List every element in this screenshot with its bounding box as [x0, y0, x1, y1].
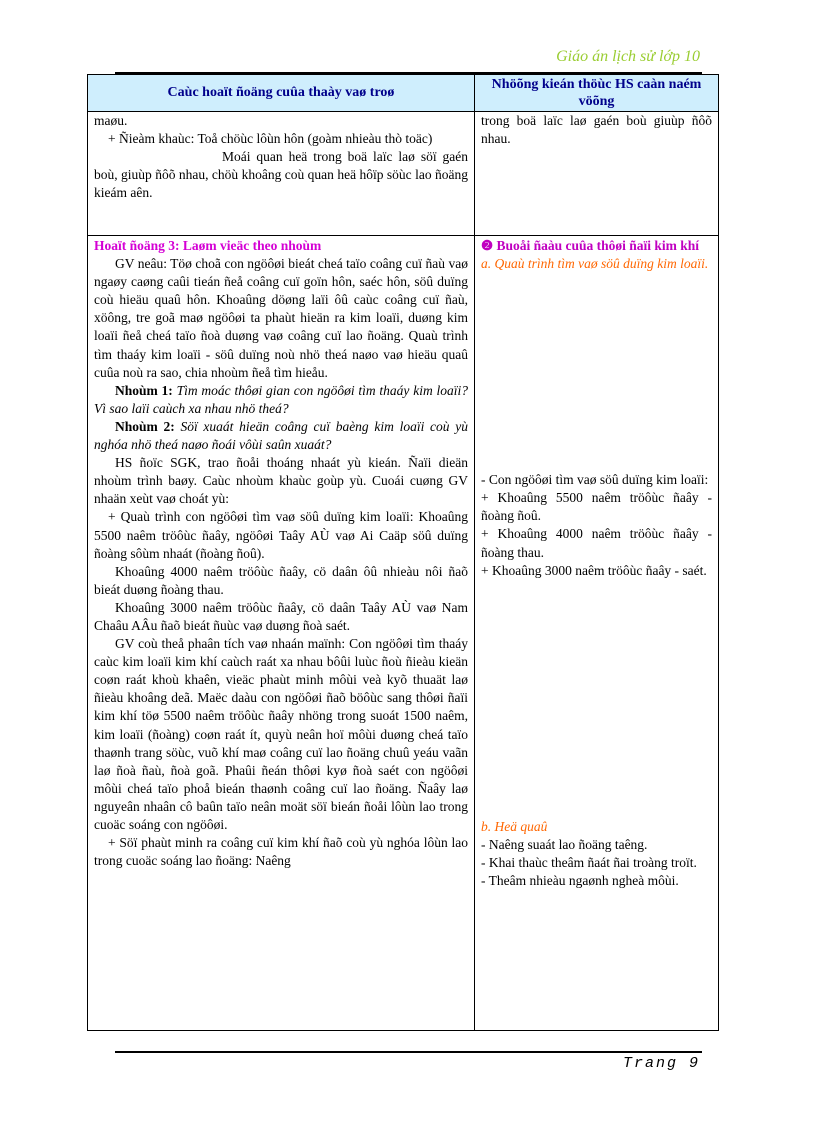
- result-1: - Naêng suaát lao ñoäng taêng.: [481, 836, 648, 852]
- activity3-para2: HS ñoïc SGK, trao ñoåi thoáng nhaát yù kieán. Ñaïi dieän nhoùm trình baøy. Caùc nhoùm khaùc goùp yù. Cuoái cuøng GV nhaän xeùt vaø choát yù:: [94, 455, 468, 507]
- activity3-heading: Hoaït ñoäng 3: Laøm vieäc theo nhoùm: [94, 238, 322, 253]
- subsection-b: b. Heä quaû: [481, 818, 548, 834]
- metal-intro: - Con ngöôøi tìm vaø söû duïng kim loaïi:: [481, 472, 709, 488]
- page-number: Trang 9: [622, 1055, 700, 1072]
- lesson-table: [87, 74, 719, 1031]
- group2-label: Nhoùm 2:: [115, 418, 175, 434]
- page-header: Giáo án lịch sử lớp 10: [556, 48, 700, 65]
- group1-task: Tìm moác thôøi gian con ngöôøi tìm thaáy kim loaïi? Vì sao laïi caùch xa nhau nhö theá?: [94, 382, 469, 416]
- row2-right-cell: [475, 236, 719, 1031]
- bullet-two-icon: ❷: [481, 238, 494, 253]
- subsection-a: a. Quaù trình tìm vaø söû duïng kim loaïi.: [481, 256, 709, 272]
- table-row: [88, 112, 719, 236]
- col2-header: Nhöõng kieán thöùc HS caàn naém vöõng: [475, 75, 719, 112]
- row1-left-line3: Moái quan heä trong boä laïc laø söï gaén boù, giuùp ñôõ nhau, chöù khoâng coù quan heä hôïp söùc lao ñoäng kieám aên.: [94, 149, 468, 201]
- col1-header: Caùc hoaït ñoäng cuûa thaày vaø troø: [88, 75, 475, 112]
- metal-iron: + Khoaûng 3000 naêm tröôùc ñaây - saét.: [481, 562, 707, 578]
- group1-label: Nhoùm 1:: [115, 382, 173, 398]
- activity3-para7: + Söï phaùt minh ra coâng cuï kim khí ñaõ coù yù nghóa lôùn lao trong cuoäc soáng lao ñoäng: Naêng: [94, 835, 468, 869]
- row1-left-line1: maøu.: [94, 113, 128, 128]
- row2-left-cell: [88, 236, 475, 1031]
- footer-rule: [115, 1051, 702, 1053]
- result-2: - Khai thaùc theâm ñaát ñai troàng troït.: [481, 854, 697, 870]
- result-3: - Theâm nhieàu ngaønh ngheà môùi.: [481, 873, 679, 889]
- activity3-para4: Khoaûng 4000 naêm tröôùc ñaây, cö daân ôû nhieàu nôi ñaõ bieát duøng ñoàng thau.: [94, 563, 468, 597]
- activity3-para6: GV coù theå phaân tích vaø nhaán maïnh: Con ngöôøi tìm thaáy caùc kim loaïi kim khí caùch raát xa nhau bôûi luùc ñoù ñieàu kieän coøn raát khoù khaên, vieäc phaùt minh môùi veà kyõ thuaät laø ñieàu khoâng deã. Maëc daàu con ngöôøi ñaõ böôùc sang thôøi ñaïi kim khí töø 5500 naêm tröôùc ñaây nhöng trong suoát 1500 naêm, kim loaïi (ñoàng) coøn raát ít, quyù neân hoï môùi duøng cheá taïo thaønh trang söùc, vuõ khí maø coâng cuï lao ñoäng chuû yeáu vaãn laø ñoà ñaù, ñoà goã. Phaûi ñeán thôøi kyø ñoà saét con ngöôøi môùi cheá taïo phoå bieán thaønh coâng cuï lao ñoäng. Ñaây laø nguyeân nhaân cô baûn taïo neân moät söï bieán ñoåi lôùn lao trong cuoäc soáng con ngöôøi.: [94, 636, 468, 832]
- group2-task: Söï xuaát hieän coâng cuï baèng kim loaïi coù yù nghóa nhö theá naøo ñoái vôùi saûn xuaát?: [94, 418, 468, 453]
- section2-heading: Buoåi ñaàu cuûa thôøi ñaïi kim khí: [496, 238, 700, 253]
- activity3-intro: GV neâu: Töø choã con ngöôøi bieát cheá taïo coâng cuï ñaù vaø ngaøy caøng caûi tieán ñeå coâng cuï goïn hôn, saéc hôn, söû duïng coù hieäu quaû hôn. Khoaûng döøng laïi ôû caùc coâng cuï ñaù, xöông, tre goã maø ngöôøi ta phaùt hieän ra kim loaïi, duøng kim loaïi ñeå cheá taïo ñoà duøng vaø coâng cuï lao ñoäng. Quaù trình tìm thaáy kim loaïi - söû duïng noù nhö theá naøo vaø hieäu quaû cuûa noù ra sao, chia nhoùm ñeå tìm hieåu.: [94, 256, 468, 380]
- row1-right-text: trong boä laïc laø gaén boù giuùp ñôõ nhau.: [481, 113, 712, 147]
- table-row: [88, 236, 719, 1031]
- row1-left-cell: [88, 112, 475, 236]
- row1-left-line2: + Ñieàm khaùc: Toå chöùc lôùn hôn (goàm nhieàu thò toäc): [108, 131, 433, 147]
- metal-copper: + Khoaûng 5500 naêm tröôùc ñaây - ñoàng ñoû.: [481, 490, 712, 524]
- activity3-para5: Khoaûng 3000 naêm tröôùc ñaây, cö daân Taây AÙ vaø Nam Chaâu AÂu ñaõ bieát ñuùc vaø duøng ñoà saét.: [94, 599, 468, 633]
- table-header-row: [88, 75, 719, 112]
- activity3-para3: + Quaù trình con ngöôøi tìm vaø söû duïng kim loaïi: Khoaûng 5500 naêm tröôùc ñaây, ngöôøi Taây AÙ vaø Ai Caäp söû duïng ñoàng sôùm nhaát (ñoàng ñoû).: [94, 509, 468, 561]
- metal-bronze: + Khoaûng 4000 naêm tröôùc ñaây - ñoàng thau.: [481, 526, 712, 560]
- row1-right-cell: [475, 112, 719, 236]
